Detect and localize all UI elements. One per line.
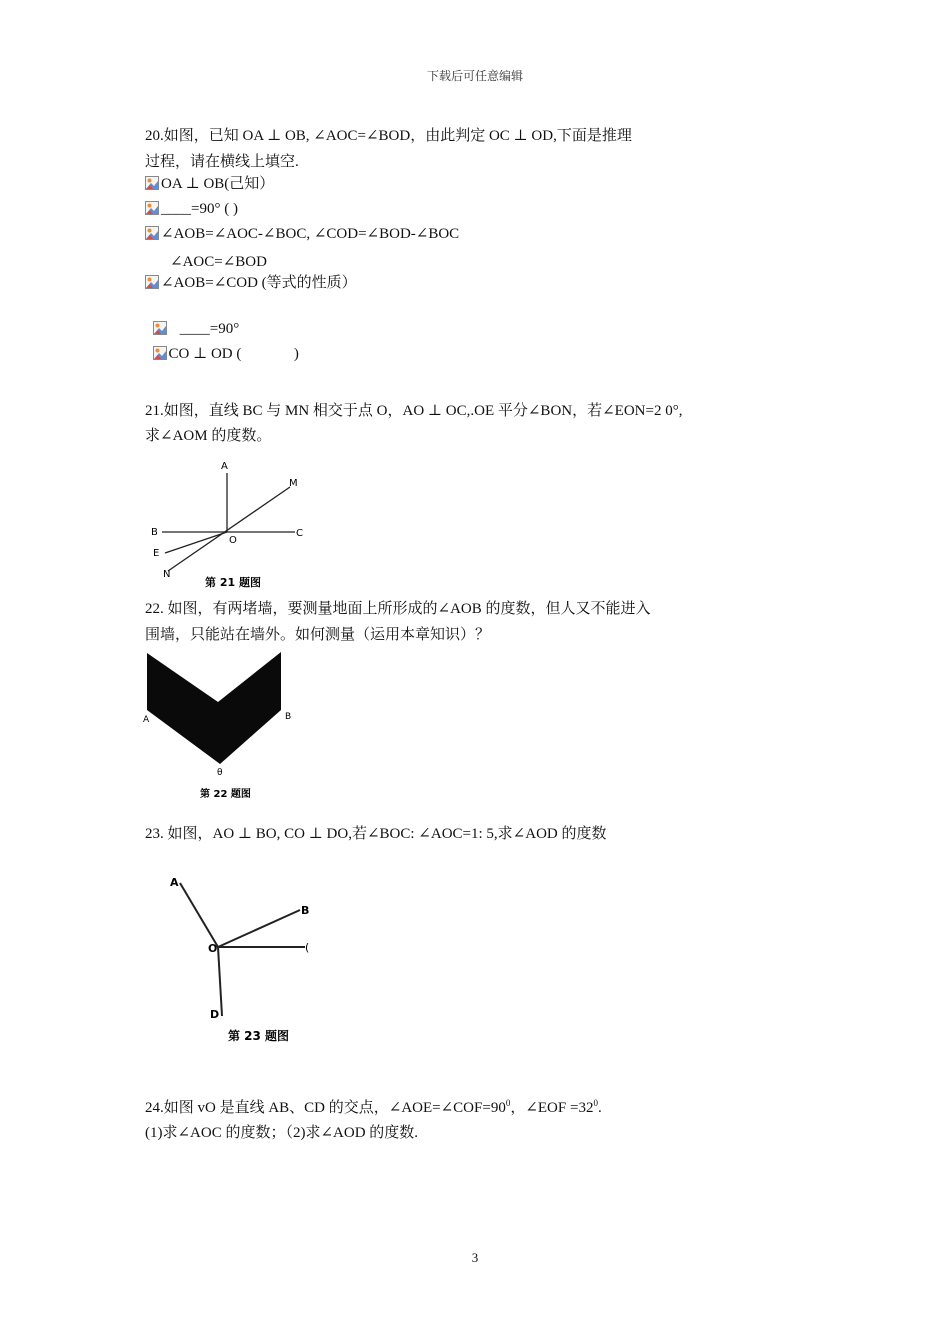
q20-step1-text: OA ⊥ OB(己知）: [161, 176, 275, 192]
label-b: B: [285, 712, 292, 722]
q23-line1: 23. 如图，AO ⊥ BO, CO ⊥ DO,若∠BOC: ∠AOC=1: 5,求∠AOD 的度数: [145, 826, 607, 842]
line-mn: [168, 487, 290, 571]
label-a: A: [221, 461, 228, 472]
q20-step4: ∠AOC=∠BOD: [170, 254, 267, 270]
q20-step5: [145, 273, 357, 293]
broken-image-icon: [153, 346, 167, 360]
q24-text-b: ，∠EOF =32: [510, 1100, 594, 1116]
label-n: N: [163, 569, 171, 580]
q20-line2: 过程，请在横线上填空.: [145, 154, 299, 170]
q20-step2-text: ____=90° ( ): [161, 201, 238, 217]
q22-line1: 22. 如图，有两堵墙，要测量地面上所形成的∠AOB 的度数，但人又不能进入: [145, 601, 651, 617]
q24-line1: [145, 1098, 602, 1118]
ray-od: [218, 947, 222, 1016]
ray-oe: [165, 532, 227, 553]
broken-image-icon: [145, 226, 159, 240]
figure-21: [140, 455, 320, 595]
label-b: B: [151, 527, 158, 538]
label-a: A: [143, 715, 150, 725]
walls-shape: [147, 652, 281, 764]
ray-ob: [218, 910, 300, 947]
label-o: θ: [217, 768, 223, 778]
q20-step3-text: ∠AOB=∠AOC-∠BOC, ∠COD=∠BOD-∠BOC: [161, 226, 460, 242]
broken-image-icon: [145, 176, 159, 190]
q22-line2: 围墙，只能站在墙外。如何测量（运用本章知识）？: [145, 627, 491, 643]
q20-step7: [145, 324, 299, 364]
label-e: E: [153, 548, 160, 559]
broken-image-icon: [145, 201, 159, 215]
q20-step6-text: ____=90°: [168, 321, 240, 337]
figure-22: [140, 648, 310, 806]
label-c: (: [305, 941, 310, 954]
q20-step7-text: CO ⊥ OD ( ): [168, 346, 299, 362]
q21-line1: 21.如图，直线 BC 与 MN 相交于点 O，AO ⊥ OC,.OE 平分∠BON，若∠EON=2 0°,: [145, 403, 683, 419]
q20-step5-text: ∠AOB=∠COD (等式的性质）: [161, 275, 357, 291]
label-m: M: [289, 478, 298, 489]
broken-image-icon: [145, 275, 159, 289]
label-o: O: [208, 942, 218, 955]
label-o: O: [229, 535, 237, 546]
label-c: C: [296, 528, 303, 539]
q20-step1: [145, 174, 274, 194]
q20-line1: 20.如图，已知 OA ⊥ OB, ∠AOC=∠BOD，由此判定 OC ⊥ OD,下面是推理: [145, 128, 632, 144]
ray-oa: [180, 883, 218, 947]
q20-step3: [145, 224, 459, 244]
label-b: B: [301, 904, 310, 917]
fig21-caption: 第 21 题图: [205, 576, 261, 589]
q24-sup1: 0: [505, 1098, 511, 1108]
page-number: 3: [471, 1250, 479, 1265]
label-d: D: [210, 1008, 220, 1021]
fig22-caption: 第 22 题图: [200, 789, 251, 800]
q20-step2: [145, 199, 238, 219]
label-a: A: [170, 876, 179, 889]
q24-line2: (1)求∠AOC 的度数；（2)求∠AOD 的度数.: [145, 1125, 419, 1141]
q24-text-c: .: [597, 1100, 602, 1116]
page-header: 下载后可任意编辑: [426, 69, 523, 83]
fig23-caption: 第 23 题图: [228, 1029, 290, 1043]
figure-23: [160, 866, 320, 1051]
q21-line2: 求∠AOM 的度数。: [145, 428, 272, 444]
q24-sup2: 0: [593, 1098, 598, 1108]
q24-text-a: 24.如图 vO 是直线 AB、CD 的交点，∠AOE=∠COF=90: [145, 1100, 506, 1116]
